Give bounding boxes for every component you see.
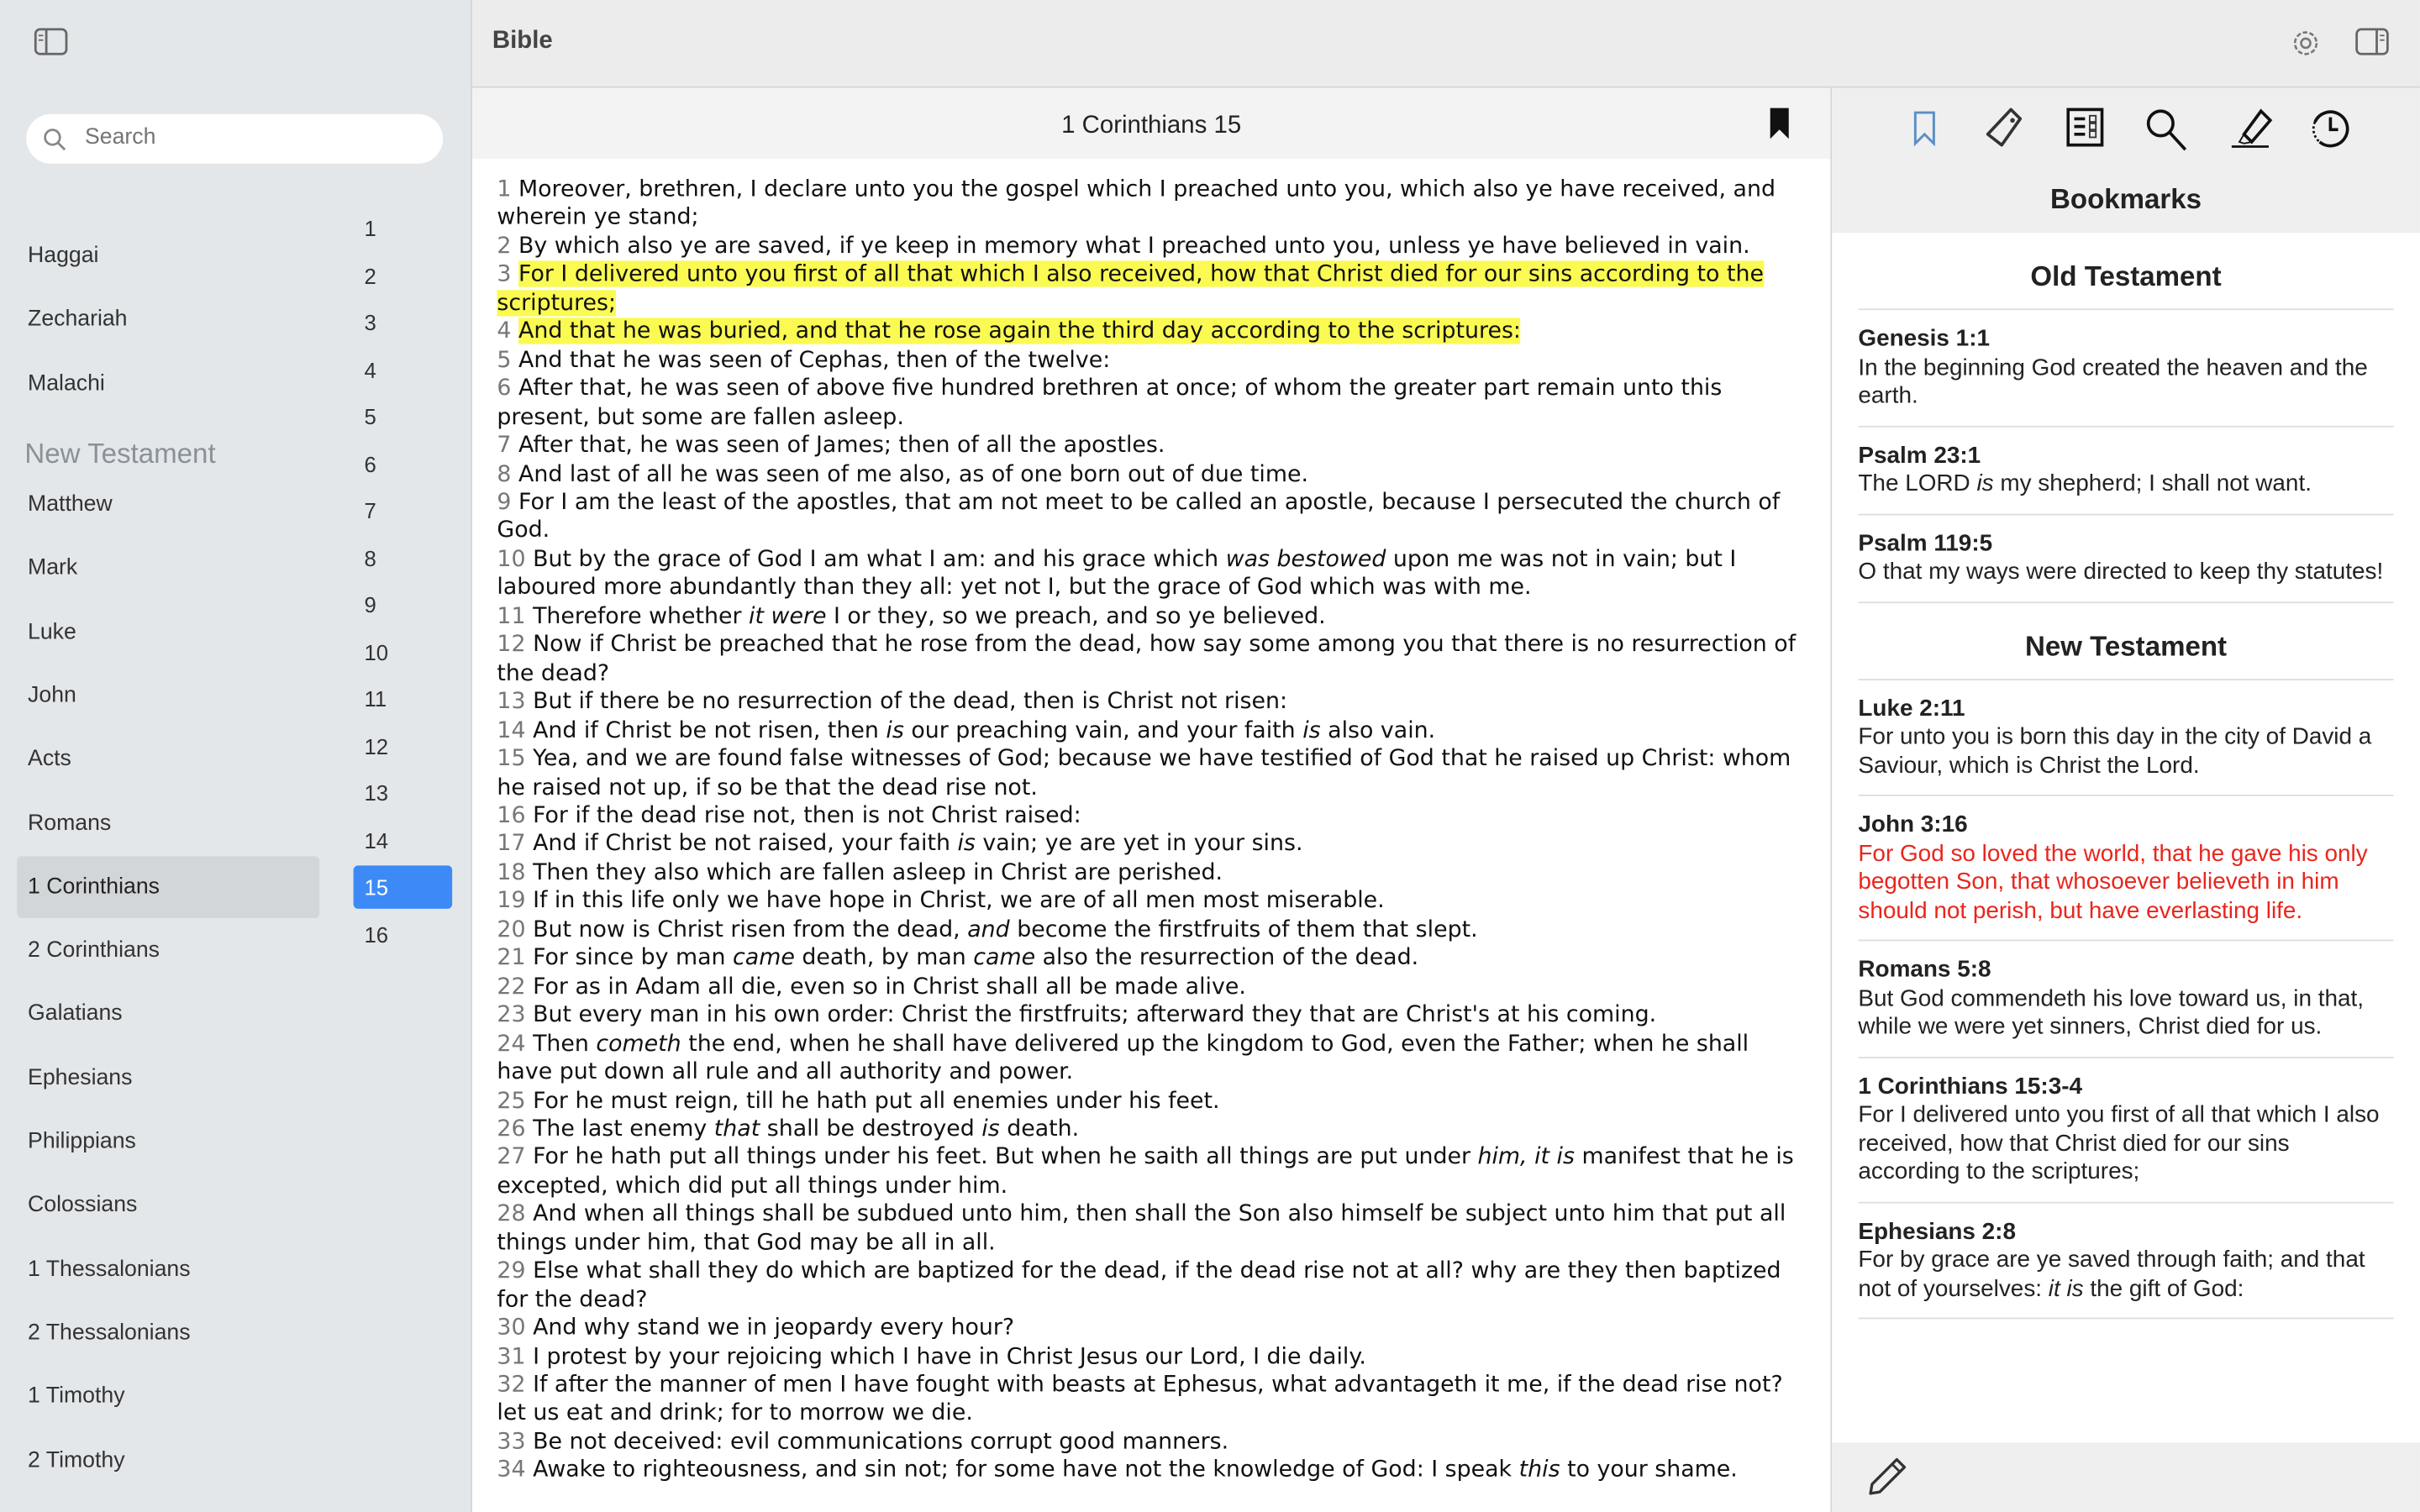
text-segment: shall be destroyed <box>760 1115 982 1142</box>
text-segment: upon me was not in vain; but I laboured more abundantly than they all: yet not I, but the grace of God which was with me. <box>497 545 1737 601</box>
verse-number: 22 <box>497 973 526 1000</box>
verse[interactable] <box>497 1372 1782 1426</box>
text-segment: Now if Christ be preached that he rose from the dead, how say some among you that there is no resurrection of the dead? <box>497 631 1797 686</box>
verse-text <box>518 233 1750 259</box>
verse[interactable] <box>497 916 1477 942</box>
verse-number: 1 <box>497 176 512 202</box>
verse[interactable] <box>497 632 1796 686</box>
verse-number: 13 <box>497 688 526 715</box>
verse-number: 3 <box>497 261 512 288</box>
verse[interactable] <box>497 831 1302 857</box>
text-segment: For he hath put all things under his feet. But when he saith all things are put under <box>533 1143 1478 1170</box>
book-item[interactable]: 1 Corinthians <box>17 856 319 917</box>
text-segment: our preaching vain, and your faith <box>903 717 1303 743</box>
verse-number: 34 <box>497 1457 526 1483</box>
verse-text <box>533 1343 1366 1369</box>
bookmark-text <box>1858 354 2393 412</box>
text-segment: And if Christ be not risen, then <box>533 717 886 743</box>
bookmark-reference: Ephesians 2:8 <box>1858 1218 2016 1245</box>
text-segment: Be not deceived: evil communications corrupt good manners. <box>533 1428 1229 1455</box>
verse-text <box>533 944 1418 970</box>
verse-text <box>533 717 1435 743</box>
chapter-item[interactable]: 2 <box>364 263 376 288</box>
text-segment: For unto you is born this day in the city of David a Saviour, which is Christ the Lord. <box>1858 723 2372 779</box>
chapter-item[interactable]: 14 <box>364 827 389 853</box>
bookmark-item[interactable] <box>1858 310 2393 427</box>
text-segment: death, by man <box>794 944 974 971</box>
verse-text <box>533 859 1223 885</box>
verse-number: 8 <box>497 460 512 487</box>
panel-footer <box>1832 1442 2420 1512</box>
text-segment: And that he was buried, and that he rose again the third day according to the scriptures: <box>518 318 1521 345</box>
text-segment: By which also ye are saved, if ye keep in memory what I preached unto you, unless ye have believed in vain. <box>518 233 1750 260</box>
book-item[interactable]: Matthew <box>28 491 113 517</box>
bookmark-reference: Romans 5:8 <box>1858 956 1991 983</box>
search-input[interactable] <box>82 123 427 151</box>
verse-text <box>518 460 1308 486</box>
verse-text <box>497 1030 1749 1084</box>
verse-number: 30 <box>497 1315 526 1341</box>
text-segment: my shepherd; I shall not want. <box>1993 470 2312 497</box>
text-segment: I or they, so we preach, and so ye believed. <box>826 602 1326 630</box>
verse[interactable] <box>497 1343 1365 1369</box>
verse-text <box>533 1001 1656 1027</box>
section-heading-new-testament: New Testament <box>24 438 216 470</box>
sidebar-toggle-icon[interactable] <box>34 28 67 55</box>
chapter-item[interactable]: 12 <box>364 733 389 759</box>
bookmark-reference: Luke 2:11 <box>1858 695 1965 722</box>
verse-number: 14 <box>497 717 526 743</box>
book-item[interactable]: 2 Thessalonians <box>28 1320 191 1346</box>
text-segment: For he must reign, till he hath put all enemies under his feet. <box>533 1086 1220 1114</box>
chapter-item[interactable]: 6 <box>364 451 376 476</box>
text-segment: O that my ways were directed to keep thy statutes! <box>1858 558 2384 585</box>
text-segment: For I am the least of the apostles, that am not meet to be called an apostle, because I persecuted the church of God. <box>497 489 1781 544</box>
text-segment: After that, he was seen of James; then of all the apostles. <box>518 432 1165 459</box>
text-segment: Therefore whether <box>533 602 750 630</box>
verse-number: 29 <box>497 1257 526 1284</box>
text-segment: also the resurrection of the dead. <box>1035 944 1419 971</box>
verse-number: 2 <box>497 233 512 260</box>
italic-text: came <box>733 944 795 971</box>
verse[interactable] <box>497 1457 1737 1483</box>
gear-icon[interactable] <box>2291 28 2322 66</box>
edit-pencil-icon[interactable] <box>1866 1455 1909 1506</box>
verse-number: 25 <box>497 1086 526 1114</box>
chapter-text <box>497 176 1808 1512</box>
outline-icon[interactable] <box>2066 107 2103 155</box>
bookmark-item[interactable] <box>1858 941 2393 1058</box>
verse[interactable] <box>497 745 1791 800</box>
verse-number: 19 <box>497 887 526 914</box>
book-item[interactable]: Colossians <box>28 1193 138 1218</box>
bookmark-reference: Psalm 23:1 <box>1858 442 1981 469</box>
verse[interactable] <box>497 261 1764 316</box>
text-segment: If in this life only we have hope in Christ, we are of all men most miserable. <box>533 887 1385 914</box>
verse-text <box>533 1429 1228 1455</box>
verse[interactable] <box>497 717 1435 743</box>
verse[interactable] <box>497 603 1325 629</box>
verse[interactable] <box>497 1030 1749 1084</box>
verse-text <box>533 831 1302 857</box>
text-segment: The LORD <box>1858 470 1977 497</box>
verse[interactable] <box>497 1201 1786 1256</box>
verse-text <box>533 802 1081 828</box>
text-segment: But now is Christ risen from the dead, <box>533 916 968 942</box>
verse-number: 32 <box>497 1371 526 1399</box>
book-item[interactable]: 1 Timothy <box>28 1383 125 1410</box>
bookmark-reference: Psalm 119:5 <box>1858 529 1993 557</box>
verse-number: 27 <box>497 1143 526 1170</box>
verse-text <box>518 432 1165 458</box>
italic-text: and <box>967 916 1010 942</box>
chapter-title: 1 Corinthians 15 <box>1061 113 1242 139</box>
book-item[interactable]: 2 Timothy <box>28 1447 125 1473</box>
text-segment: to your shame. <box>1560 1457 1738 1483</box>
italic-text: is <box>1976 470 1994 497</box>
text-segment: vain; ye are yet in your sins. <box>975 830 1303 858</box>
divider <box>1830 88 1832 1512</box>
search-icon <box>43 128 66 151</box>
book-item[interactable]: Acts <box>28 747 71 772</box>
toolbar <box>472 0 2420 88</box>
verse-text <box>518 318 1521 344</box>
italic-text: is <box>1302 717 1321 743</box>
verse[interactable] <box>497 1001 1656 1027</box>
verse-text <box>533 1315 1014 1341</box>
bookmark-text <box>1858 470 2393 499</box>
bookmark-group-heading: New Testament <box>1858 602 2393 680</box>
right-panel-toggle-icon[interactable] <box>2355 28 2389 63</box>
chapter-item[interactable]: 11 <box>364 686 387 711</box>
book-item[interactable]: Ephesians <box>28 1065 133 1090</box>
verse[interactable] <box>497 1429 1228 1455</box>
text-segment: death. <box>999 1115 1080 1142</box>
chapter-header <box>472 88 1830 159</box>
verse-text <box>497 1201 1786 1256</box>
bookmark-text <box>1858 723 2393 780</box>
red-letter-text: For God so loved the world, that he gave his only begotten Son, that whosoever believeth in him should not perish, but have everlasting life. <box>1858 840 2368 924</box>
verse[interactable] <box>497 688 1287 714</box>
panel-title: Bookmarks <box>2049 183 2202 215</box>
bookmark-item[interactable] <box>1858 515 2393 603</box>
bookmark-reference: Genesis 1:1 <box>1858 325 1991 352</box>
verse[interactable] <box>497 1087 1219 1113</box>
italic-text: that <box>713 1115 760 1142</box>
text-segment: For I delivered unto you first of all that which I also received, how that Christ died for our sins according to the scriptures; <box>497 261 1764 317</box>
verse[interactable] <box>497 944 1418 970</box>
text-segment: And if Christ be not raised, your faith <box>533 830 958 858</box>
verse-number: 21 <box>497 944 526 971</box>
text-segment: In the beginning God created the heaven and the earth. <box>1858 354 2368 409</box>
verse-number: 28 <box>497 1200 526 1227</box>
verse-number: 4 <box>497 318 512 345</box>
verse[interactable] <box>497 347 1110 373</box>
text-segment: Then they also which are fallen asleep in Christ are perished. <box>533 858 1223 886</box>
verse-number: 23 <box>497 1001 526 1028</box>
verse[interactable] <box>497 318 1521 344</box>
verse[interactable] <box>497 973 1245 999</box>
text-segment: But if there be no resurrection of the dead, then is Christ not risen: <box>533 688 1288 715</box>
text-segment: manifest that he is excepted, which did put all things under him. <box>497 1143 1794 1199</box>
verse[interactable] <box>497 233 1749 259</box>
book-item[interactable]: Malachi <box>28 370 105 396</box>
chapter-item[interactable]: 4 <box>364 357 376 382</box>
text-segment: Yea, and we are found false witnesses of God; because we have testified of God that he raised up Christ: whom he raised not up, if so be that the dead rise not. <box>497 745 1791 801</box>
search-icon[interactable] <box>2144 107 2190 160</box>
text-segment: And why stand we in jeopardy every hour? <box>533 1315 1015 1341</box>
book-item[interactable]: 2 Corinthians <box>28 937 160 963</box>
chapter-item[interactable]: 10 <box>364 639 389 664</box>
verse-text <box>533 688 1287 714</box>
verse-text <box>497 1257 1781 1312</box>
chapter-item[interactable]: 15 <box>354 865 453 908</box>
verse-number: 31 <box>497 1342 526 1370</box>
italic-text: cometh <box>596 1030 681 1057</box>
chapter-item[interactable]: 7 <box>364 498 376 523</box>
verse[interactable] <box>497 1144 1793 1199</box>
chapter-item[interactable]: 8 <box>364 545 376 570</box>
sidebar <box>0 0 472 1512</box>
text-segment: And last of all he was seen of me also, as of one born out of due time. <box>518 460 1309 487</box>
text-segment: And when all things shall be subdued unto him, then shall the Son also himself be subject unto him that put all things under him, that God may be all in all. <box>497 1200 1786 1256</box>
bookmark-item[interactable] <box>1858 796 2393 942</box>
text-segment: After that, he was seen of above five hundred brethren at once; of whom the greater part remain unto this present, but some are fallen asleep. <box>497 375 1723 430</box>
verse-text <box>533 973 1246 999</box>
italic-text: was bestowed <box>1225 545 1386 573</box>
verse[interactable] <box>497 1257 1781 1312</box>
text-segment: I protest by your rejoicing which I have in Christ Jesus our Lord, I die daily. <box>533 1342 1366 1370</box>
verse[interactable] <box>497 432 1165 458</box>
bookmark-text <box>1858 559 2393 587</box>
italic-text: it were <box>749 602 827 630</box>
italic-text: is <box>981 1115 1000 1142</box>
app-title: Bible <box>492 28 553 55</box>
italic-text: him, it is <box>1477 1143 1575 1170</box>
chapter-item[interactable]: 16 <box>364 921 389 947</box>
verse[interactable] <box>497 489 1780 543</box>
italic-text: came <box>973 944 1036 971</box>
verse-text <box>497 1372 1782 1426</box>
bookmark-reference: 1 Corinthians 15:3-4 <box>1858 1073 2083 1100</box>
chapter-item[interactable]: 5 <box>364 404 376 429</box>
verse-number: 11 <box>497 602 526 630</box>
tag-icon[interactable] <box>1983 107 2026 158</box>
text-segment: For since by man <box>533 944 734 971</box>
italic-text: this <box>1518 1457 1560 1483</box>
verse-text <box>518 347 1110 373</box>
verse-number: 33 <box>497 1428 526 1455</box>
text-segment: Else what shall they do which are baptized for the dead, if the dead rise not at all? why are they then baptized for the dead? <box>497 1257 1781 1313</box>
verse-number: 7 <box>497 432 512 459</box>
text-segment: For I delivered unto you first of all that which I also received, how that Christ died for our sins according to the scriptures; <box>1858 1101 2380 1185</box>
panel-header <box>1832 88 2420 234</box>
verse-text <box>497 632 1796 686</box>
verse[interactable] <box>497 1315 1014 1341</box>
book-item[interactable]: Philippians <box>28 1129 136 1154</box>
verse-number: 17 <box>497 830 526 858</box>
verse-number: 24 <box>497 1030 526 1057</box>
verse-number: 10 <box>497 545 526 573</box>
verse-text <box>533 603 1326 629</box>
italic-text: is <box>886 717 904 743</box>
book-item[interactable]: John <box>28 683 76 708</box>
text-segment: Awake to righteousness, and sin not; for some have not the knowledge of God: I speak <box>533 1457 1519 1483</box>
verse[interactable] <box>497 546 1736 601</box>
bookmark-text <box>1858 840 2393 926</box>
verse[interactable] <box>497 1116 1079 1142</box>
verse-text <box>497 1144 1793 1199</box>
search-field[interactable] <box>26 114 443 164</box>
text-segment: If after the manner of men I have fought with beasts at Ephesus, what advantageth it me, if the dead rise not? let us eat and drink; for to morrow we die. <box>497 1371 1783 1427</box>
book-item[interactable]: Haggai <box>28 244 99 269</box>
bookmark-text <box>1858 985 2393 1042</box>
book-item[interactable]: Luke <box>28 619 76 644</box>
text-segment: But God commendeth his love toward us, in that, while we were yet sinners, Christ died for us. <box>1858 984 2365 1040</box>
book-item[interactable]: Mark <box>28 555 78 581</box>
verse-number: 20 <box>497 916 526 942</box>
verse[interactable] <box>497 888 1384 914</box>
verse-number: 5 <box>497 346 512 373</box>
verse-number: 15 <box>497 745 526 772</box>
verse-number: 18 <box>497 858 526 886</box>
history-icon[interactable] <box>2307 107 2350 158</box>
text-segment: For if the dead rise not, then is not Christ raised: <box>533 802 1081 829</box>
book-item[interactable]: 1 Thessalonians <box>28 1257 191 1282</box>
verse-text <box>533 1457 1738 1483</box>
verse-text <box>497 375 1722 430</box>
text-segment: But every man in his own order: Christ the firstfruits; afterward they that are Christ's at his coming. <box>533 1001 1657 1028</box>
bookmark-item[interactable] <box>1858 680 2393 796</box>
verse-text <box>533 1087 1220 1113</box>
text-segment: become the firstfruits of them that slept. <box>1009 916 1478 942</box>
book-item[interactable]: Galatians <box>28 1001 123 1027</box>
verse[interactable] <box>497 859 1223 885</box>
italic-text: is <box>957 830 976 858</box>
verse-text <box>533 1116 1079 1142</box>
verse-text <box>533 888 1385 914</box>
chapter-item[interactable]: 3 <box>364 310 376 335</box>
chapter-item[interactable]: 1 <box>364 216 376 241</box>
verse-number: 16 <box>497 802 526 829</box>
bookmark-text <box>1858 1247 2393 1304</box>
highlighter-icon[interactable] <box>2230 107 2273 158</box>
bookmark-list <box>1858 233 2393 1442</box>
bookmark-reference: John 3:16 <box>1858 811 1968 838</box>
verse[interactable] <box>497 375 1722 430</box>
text-segment: But by the grace of God I am what I am: and his grace which <box>533 545 1226 573</box>
text-segment: the gift of God: <box>2083 1275 2244 1302</box>
italic-text: it is <box>2048 1275 2084 1302</box>
book-item[interactable]: Zechariah <box>28 307 128 333</box>
text-segment: Moreover, brethren, I declare unto you the gospel which I preached unto you, which also ye have received, and wherein ye stand; <box>497 176 1776 231</box>
text-segment: also vain. <box>1320 717 1436 743</box>
bookmark-item[interactable] <box>1858 427 2393 515</box>
bookmark-group-heading: Old Testament <box>1858 233 2393 310</box>
verse-number: 12 <box>497 631 526 658</box>
verse-text <box>497 489 1780 543</box>
bookmark-icon[interactable] <box>1912 107 1937 155</box>
verse-text <box>533 916 1478 942</box>
verse-number: 6 <box>497 375 512 402</box>
bookmark-text <box>1858 1101 2393 1187</box>
verse[interactable] <box>497 802 1081 828</box>
text-segment: Then <box>533 1030 597 1057</box>
text-segment: For by grace are ye saved through faith; and that not of yourselves: <box>1858 1247 2365 1302</box>
verse-text <box>497 546 1736 601</box>
verse-number: 26 <box>497 1115 526 1142</box>
text-segment: And that he was seen of Cephas, then of the twelve: <box>518 346 1111 373</box>
bookmark-filled-icon[interactable] <box>1769 107 1791 149</box>
text-segment: The last enemy <box>533 1115 714 1142</box>
chapter-item[interactable]: 9 <box>364 592 376 617</box>
verse-number: 9 <box>497 489 512 516</box>
text-segment: the end, when he shall have delivered up the kingdom to God, even the Father; when he shall have put down all rule and all authority and power. <box>497 1030 1749 1085</box>
verse-text <box>497 745 1791 800</box>
bookmark-item[interactable] <box>1858 1203 2393 1320</box>
book-item[interactable]: Romans <box>28 811 112 836</box>
bookmark-item[interactable] <box>1858 1058 2393 1203</box>
chapter-item[interactable]: 13 <box>364 780 389 806</box>
verse-text <box>497 261 1764 316</box>
text-segment: For as in Adam all die, even so in Christ shall all be made alive. <box>533 973 1246 1000</box>
verse[interactable] <box>497 176 1776 230</box>
verse[interactable] <box>497 460 1308 486</box>
verse-text <box>497 176 1776 230</box>
